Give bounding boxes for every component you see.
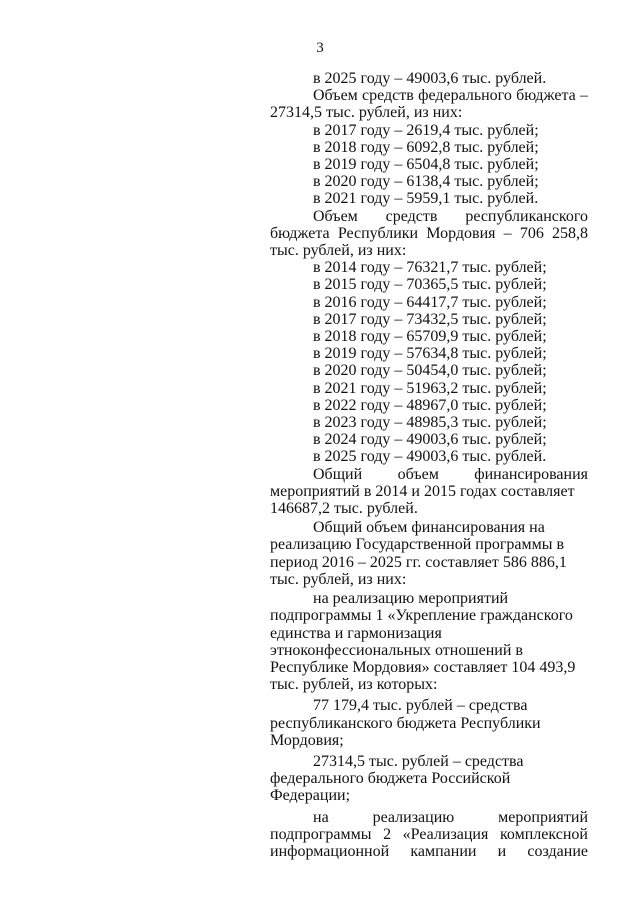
republic-year-2017: в 2017 году – 73432,5 тыс. рублей;	[313, 310, 547, 328]
republic-year-2014: в 2014 году – 76321,7 тыс. рублей;	[313, 259, 547, 277]
federal-year-2018: в 2018 году – 6092,8 тыс. рублей;	[313, 138, 539, 156]
republic-year-2019: в 2019 году – 57634,8 тыс. рублей;	[313, 345, 547, 363]
republic-year-2021: в 2021 году – 51963,2 тыс. рублей;	[313, 379, 547, 397]
federal-year-2019: в 2019 году – 6504,8 тыс. рублей;	[313, 156, 539, 174]
total-financing-2014-2015: мероприятий в 2014 и 2015 годах составляет 146687,2 тыс. рублей.	[270, 482, 575, 518]
republic-year-2024: в 2024 году – 49003,6 тыс. рублей;	[313, 431, 547, 449]
subprogram-1-paragraph: на реализацию мероприятий подпрограммы 1 «Укрепление гражданского единства и гармонизация этноконфессиональных отношений в Республике Мордовия» составляет 104 493,9 тыс. рублей, из которых:	[270, 590, 576, 694]
document-text-column	[270, 70, 588, 860]
republic-year-2025: в 2025 году – 49003,6 тыс. рублей.	[313, 448, 547, 466]
republic-year-2016: в 2016 году – 64417,7 тыс. рублей;	[313, 293, 547, 311]
republic-year-2020: в 2020 году – 50454,0 тыс. рублей;	[313, 362, 547, 380]
republic-budget-paragraph: Объем средств республиканского бюджета Республики Мордовия – 706 258,8 тыс. рублей, из них:	[270, 207, 588, 260]
republic-year-2022: в 2022 году – 48967,0 тыс. рублей;	[313, 396, 547, 414]
total-financing-2016-2025: Общий объем финансирования на реализацию Государственной программы в период 2016 – 2025 гг. составляет 586 886,1 тыс. рублей, из них:	[270, 519, 567, 588]
republic-year-2018: в 2018 году – 65709,9 тыс. рублей;	[313, 328, 547, 346]
republic-year-2015: в 2015 году – 70365,5 тыс. рублей;	[313, 276, 547, 294]
subprogram-1-federal-funds: 27314,5 тыс. рублей – средства федерального бюджета Российской Федерации;	[270, 752, 524, 805]
page-number: 3	[316, 40, 324, 56]
subprogram-2-paragraph: на реализацию мероприятий подпрограммы 2 «Реализация комплексной информационной кампании и создание	[270, 808, 588, 860]
federal-year-2021: в 2021 году – 5959,1 тыс. рублей.	[313, 190, 539, 208]
federal-budget-paragraph: Объем средств федерального бюджета – 27314,5 тыс. рублей, из них:	[270, 87, 588, 122]
federal-year-2017: в 2017 году – 2619,4 тыс. рублей;	[313, 121, 539, 139]
year-line-2025-total: в 2025 году – 49003,6 тыс. рублей.	[313, 70, 547, 87]
republic-year-2023: в 2023 году – 48985,3 тыс. рублей;	[313, 414, 547, 432]
federal-year-2020: в 2020 году – 6138,4 тыс. рублей;	[313, 173, 539, 191]
subprogram-1-republic-funds: 77 179,4 тыс. рублей – средства республиканского бюджета Республики Мордовия;	[270, 697, 541, 749]
total-financing-heading: Общий объем финансирования	[313, 465, 588, 483]
